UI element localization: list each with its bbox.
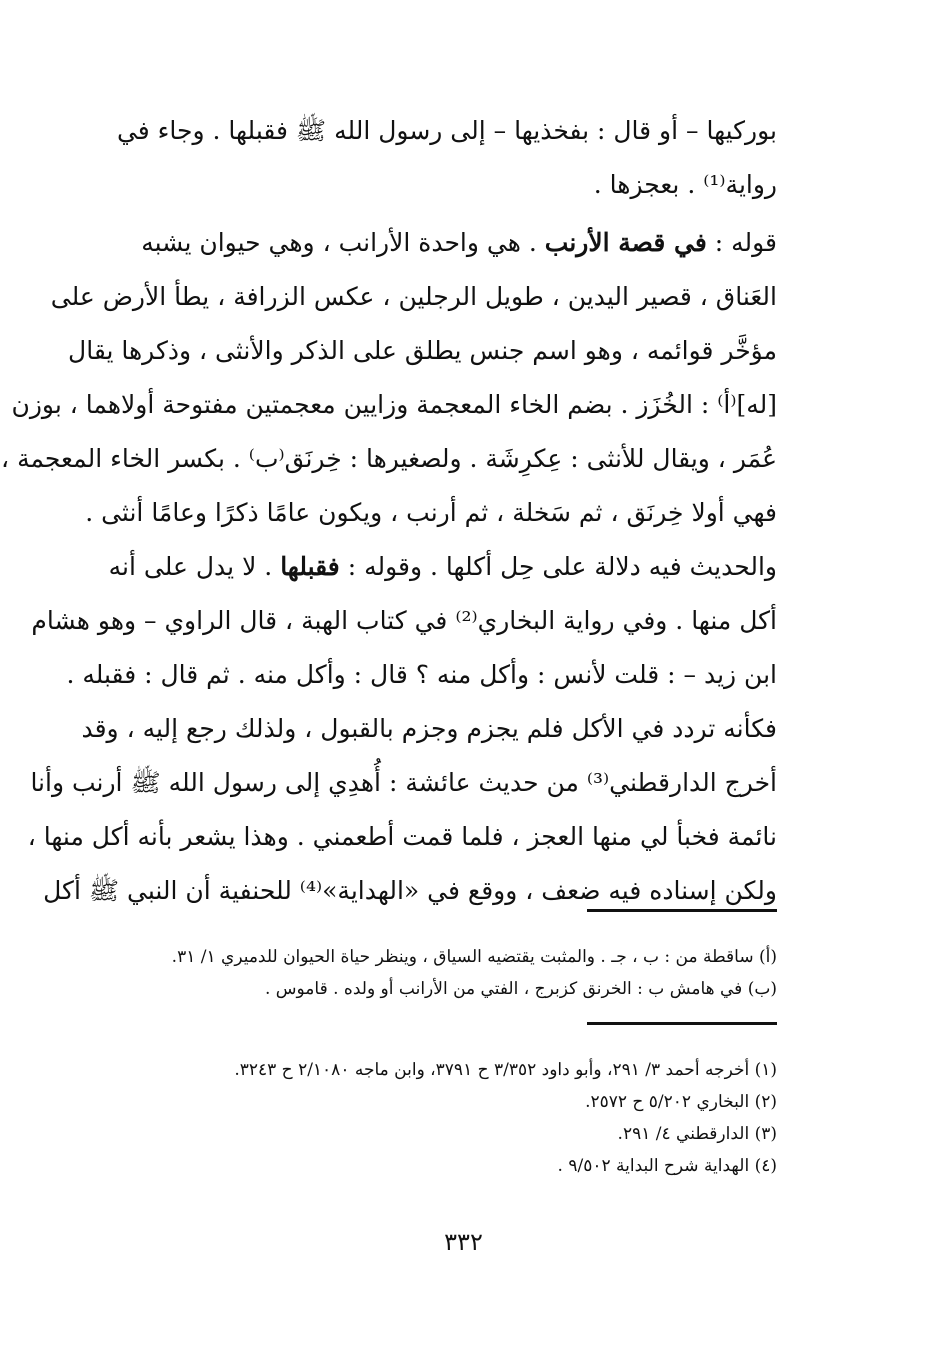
text-line: فكأنه تردد في الأكل فلم يجزم وجزم بالقبول ، ولذلك رجع إليه ، وقد (81, 714, 777, 743)
source-footnotes (112, 1054, 777, 1182)
footnote: (٢) البخاري ٥/٢٠٢ ح ٢٥٧٢. (585, 1092, 777, 1112)
footnote-divider (587, 909, 777, 912)
text-line-rest: . هي واحدة الأرانب ، وهي حيوان يشبه (141, 228, 537, 257)
text-line: عُمَر ، ويقال للأنثى : عِكرِشَة . ولصغيرها : خِرنَق⁽ب⁾ . بكسر الخاء المعجمة ، (1, 444, 777, 473)
text-line: العَناق ، قصير اليدين ، طويل الرجلين ، عكس الزرافة ، يطأ الأرض على (50, 282, 777, 311)
bold-heading: في قصة الأرنب (544, 228, 707, 257)
footnote: (٤) الهداية شرح البداية ٩/٥٠٢ . (557, 1156, 777, 1176)
text-line: رواية⁽¹⁾ . بعجزها . (593, 170, 777, 199)
paragraph-rabbit-story (1, 216, 777, 540)
footnote: (١) أخرجه أحمد ٣/ ٢٩١، وأبو داود ٣/٣٥٢ ح ٣٧٩١، وابن ماجه ٢/١٠٨٠ ح ٣٢٤٣. (234, 1060, 777, 1080)
paragraph-continuation (112, 104, 777, 212)
text-line-start: والحديث فيه دلالة على حِل أكلها . وقوله : (347, 552, 777, 581)
footnote: (أ) ساقطة من : ب ، جـ . والمثبت يقتضيه السياق ، وينظر حياة الحيوان للدميري ١/ ٣١. (171, 947, 777, 967)
footnote-divider (587, 1022, 777, 1025)
page-number: ٣٣٢ (444, 1228, 483, 1256)
footnote: (٣) الدارقطني ٤/ ٢٩١. (617, 1124, 777, 1144)
footnote: (ب) في هامش ب : الخرنق كزبرج ، الفتي من الأرانب أو ولده . قاموس . (264, 979, 777, 999)
text-line: بوركيها – أو قال : بفخذيها – إلى رسول الله ﷺ فقبلها . وجاء في (116, 116, 777, 145)
text-line: ولكن إسناده فيه ضعف ، ووقع في «الهداية»⁽⁴⁾ للحنفية أن النبي ﷺ أكل (43, 876, 777, 905)
text-line: فهي أولا خِرنَق ، ثم سَخلة ، ثم أرنب ، ويكون عامًا ذكرًا وعامًا أنثى . (85, 498, 777, 527)
text-line-rest: . لا يدل على أنه (108, 552, 273, 581)
editor-footnotes (112, 941, 777, 1005)
text-line (112, 216, 777, 270)
paragraph-hadith (27, 540, 777, 918)
text-line: نائمة فخبأ لي منها العجز ، فلما قمت أطعمني . وهذا يشعر بأنه أكل منها ، (27, 822, 777, 851)
bold-keyword: فقبلها (280, 552, 340, 581)
text-line: [له]⁽أ⁾ : الخُزَز . بضم الخاء المعجمة وزايين معجمتين مفتوحة أولاهما ، بوزن (11, 390, 777, 419)
text-line: مؤخَّر قوائمه ، وهو اسم جنس يطلق على الذكر والأنثى ، وذكرها يقال (68, 336, 777, 365)
text-line (108, 540, 777, 594)
text-line: ابن زيد – : قلت لأنس : وأكل منه ؟ قال : وأكل منه . ثم قال : فقبله . (66, 660, 777, 689)
text-line: أخرج الدارقطني⁽³⁾ من حديث عائشة : أُهدِي إلى رسول الله ﷺ أرنب وأنا (30, 768, 777, 797)
text-line: أكل منها . وفي رواية البخاري⁽²⁾ في كتاب الهبة ، قال الراوي – وهو هشام (31, 606, 777, 635)
lead-text: قوله : (714, 228, 777, 257)
